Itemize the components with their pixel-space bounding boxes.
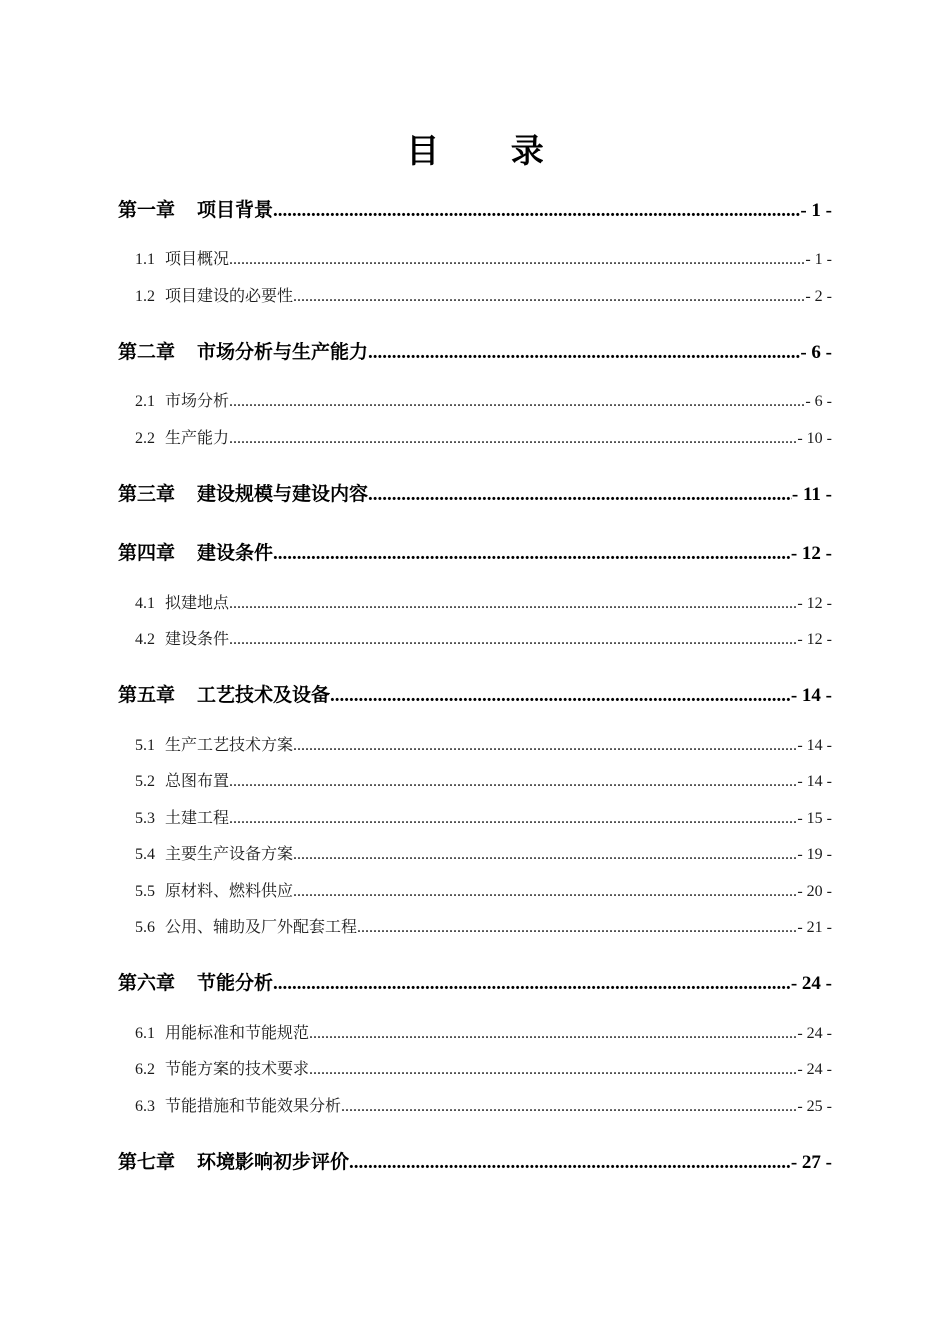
toc-chapter-1[interactable] bbox=[118, 196, 832, 222]
toc-page-number: - 10 - bbox=[797, 430, 832, 447]
toc-leader bbox=[341, 1098, 797, 1116]
toc-leader bbox=[357, 919, 797, 937]
toc-leader bbox=[273, 200, 800, 222]
toc-label: 2.2 生产能力 bbox=[135, 428, 230, 447]
toc-leader bbox=[309, 1061, 797, 1079]
toc-chapter-5[interactable] bbox=[118, 681, 832, 707]
toc-section-6-2[interactable] bbox=[135, 1053, 832, 1079]
toc-label: 1.1 项目概况 bbox=[135, 249, 230, 268]
toc-label: 第五章 工艺技术及设备 bbox=[118, 684, 331, 706]
toc-page-number: - 27 - bbox=[790, 1152, 832, 1173]
toc-section-5-6[interactable] bbox=[135, 911, 832, 937]
toc-page-number: - 24 - bbox=[797, 1061, 832, 1078]
toc-section-5-3[interactable] bbox=[135, 802, 832, 828]
toc-label: 4.1 拟建地点 bbox=[135, 593, 230, 612]
toc-label: 5.1 生产工艺技术方案 bbox=[135, 735, 294, 754]
toc-chapter-2[interactable] bbox=[118, 338, 832, 364]
toc-leader bbox=[293, 883, 797, 901]
toc-leader bbox=[229, 251, 805, 269]
toc-label: 第四章 建设条件 bbox=[118, 542, 274, 564]
toc-section-5-4[interactable] bbox=[135, 838, 832, 864]
toc-page-number: - 1 - bbox=[800, 200, 832, 221]
toc-chapter-4[interactable] bbox=[118, 539, 832, 565]
toc-section-6-1[interactable] bbox=[135, 1017, 832, 1043]
toc-label: 第一章 项目背景 bbox=[118, 199, 274, 221]
toc-page-number: - 19 - bbox=[797, 846, 832, 863]
toc-label: 6.3 节能措施和节能效果分析 bbox=[135, 1096, 342, 1115]
toc-section-2-1[interactable] bbox=[135, 385, 832, 411]
toc-section-5-5[interactable] bbox=[135, 875, 832, 901]
toc-chapter-3[interactable] bbox=[118, 480, 832, 506]
toc-page-number: - 14 - bbox=[797, 737, 832, 754]
toc-label: 1.2 项目建设的必要性 bbox=[135, 286, 294, 305]
toc-chapter-6[interactable] bbox=[118, 969, 832, 995]
toc-page-number: - 14 - bbox=[797, 773, 832, 790]
toc-leader bbox=[309, 1025, 797, 1043]
toc-section-1-2[interactable] bbox=[135, 280, 832, 306]
toc-page-number: - 15 - bbox=[797, 810, 832, 827]
toc-leader bbox=[273, 543, 791, 565]
toc-label: 4.2 建设条件 bbox=[135, 629, 230, 648]
toc-label: 第三章 建设规模与建设内容 bbox=[118, 483, 369, 505]
toc-label: 5.2 总图布置 bbox=[135, 771, 230, 790]
page-title: 目 录 bbox=[406, 131, 574, 170]
toc-label: 2.1 市场分析 bbox=[135, 391, 230, 410]
toc-leader bbox=[368, 342, 800, 364]
toc-leader bbox=[293, 846, 797, 864]
toc-page-number: - 12 - bbox=[790, 543, 832, 564]
toc-section-1-1[interactable] bbox=[135, 243, 832, 269]
toc-page-number: - 24 - bbox=[797, 1025, 832, 1042]
toc-label: 5.3 土建工程 bbox=[135, 808, 230, 827]
toc-leader bbox=[368, 484, 792, 506]
toc-label: 第六章 节能分析 bbox=[118, 972, 274, 994]
toc-page-number: - 6 - bbox=[805, 393, 832, 410]
toc-section-5-1[interactable] bbox=[135, 729, 832, 755]
toc-leader bbox=[229, 631, 797, 649]
toc-leader bbox=[229, 430, 797, 448]
toc-page-number: - 12 - bbox=[797, 595, 832, 612]
toc-label: 6.2 节能方案的技术要求 bbox=[135, 1059, 310, 1078]
toc-label: 第二章 市场分析与生产能力 bbox=[118, 341, 369, 363]
toc-page-number: - 11 - bbox=[791, 484, 832, 505]
toc-page-number: - 21 - bbox=[797, 919, 832, 936]
toc-page-number: - 6 - bbox=[800, 342, 832, 363]
toc-chapter-7[interactable] bbox=[118, 1148, 832, 1174]
toc-leader bbox=[273, 973, 791, 995]
toc-leader bbox=[293, 737, 797, 755]
toc-leader bbox=[293, 288, 805, 306]
toc-label: 6.1 用能标准和节能规范 bbox=[135, 1023, 310, 1042]
toc-page-number: - 14 - bbox=[790, 685, 832, 706]
toc-leader bbox=[229, 595, 797, 613]
toc-leader bbox=[349, 1152, 791, 1174]
toc-section-4-1[interactable] bbox=[135, 587, 832, 613]
toc-page-number: - 25 - bbox=[797, 1098, 832, 1115]
toc-leader bbox=[330, 685, 791, 707]
toc-leader bbox=[229, 810, 797, 828]
toc-section-4-2[interactable] bbox=[135, 623, 832, 649]
toc-page-number: - 20 - bbox=[797, 883, 832, 900]
toc-label: 5.4 主要生产设备方案 bbox=[135, 844, 294, 863]
toc-page-number: - 2 - bbox=[805, 288, 832, 305]
toc-leader bbox=[229, 393, 805, 411]
toc-section-2-2[interactable] bbox=[135, 422, 832, 448]
toc-label: 5.5 原材料、燃料供应 bbox=[135, 881, 294, 900]
toc-page-number: - 1 - bbox=[805, 251, 832, 268]
toc-label: 第七章 环境影响初步评价 bbox=[118, 1151, 350, 1173]
toc-page-number: - 24 - bbox=[790, 973, 832, 994]
toc-label: 5.6 公用、辅助及厂外配套工程 bbox=[135, 917, 358, 936]
toc-section-5-2[interactable] bbox=[135, 765, 832, 791]
toc-section-6-3[interactable] bbox=[135, 1090, 832, 1116]
toc-page-number: - 12 - bbox=[797, 631, 832, 648]
toc-leader bbox=[229, 773, 797, 791]
